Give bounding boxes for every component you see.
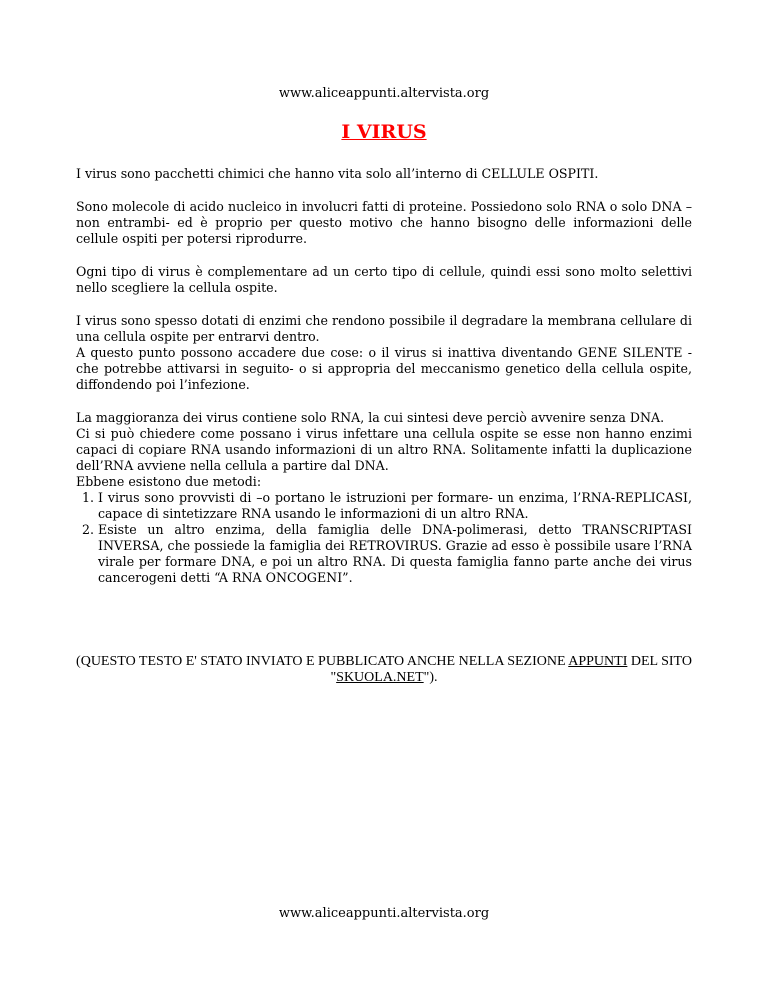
appunti-link[interactable]: APPUNTI: [568, 654, 628, 669]
methods-list: [76, 490, 692, 586]
paragraph-outcomes: A questo punto possono accadere due cose: o il virus si inattiva diventando GENE SILENTE -che potrebbe attivarsi in seguito- o si appropria del meccanismo genetico della cellula ospite, diffondendo poi l’infezione.: [76, 345, 692, 392]
paragraph-methods-intro: Ebbene esistono due metodi:: [76, 474, 262, 489]
paragraph-enzymes: I virus sono spesso dotati di enzimi che rendono possibile il degradare la membrana cellulare di una cellula ospite per entrarvi dentro.: [76, 313, 692, 344]
page-title: I VIRUS: [341, 121, 427, 143]
publication-notice: [76, 654, 692, 686]
header-url: www.aliceappunti.altervista.org: [278, 86, 490, 101]
list-item: 2. Esiste un altro enzima, della famiglia delle DNA-polimerasi, detto TRANSCRIPTASI INVERSA, che possiede la famiglia dei RETROVIRUS. Grazie ad esso è possibile usare l’RNA virale per formare DNA, e poi un altro RNA. Di questa famiglia fanno parte anche dei virus cancerogeni detti “A RNA ONCOGENI”.: [98, 522, 692, 586]
paragraph-selectivity: Ogni tipo di virus è complementare ad un certo tipo di cellule, quindi essi sono molto selettivi nello scegliere la cellula ospite.: [76, 264, 692, 295]
document-body: [76, 166, 692, 586]
paragraph-structure: Sono molecole di acido nucleico in involucri fatti di proteine. Possiedono solo RNA o solo DNA –non entrambi- ed è proprio per questo motivo che hanno bisogno delle informazioni delle cellule ospiti per potersi riprodurre.: [76, 199, 692, 246]
paragraph-intro: I virus sono pacchetti chimici che hanno vita solo all’interno di CELLULE OSPITI.: [76, 166, 599, 181]
notice-text: DEL SITO ": [330, 654, 692, 685]
notice-text: ").: [423, 670, 438, 685]
paragraph-rna: La maggioranza dei virus contiene solo RNA, la cui sintesi deve perciò avvenire senza DNA.: [76, 410, 665, 425]
paragraph-question: Ci si può chiedere come possano i virus infettare una cellula ospite se esse non hanno enzimi capaci di copiare RNA usando informazioni di un altro RNA. Solitamente infatti la duplicazione dell’RNA avviene nella cellula a partire dal DNA.: [76, 426, 692, 473]
skuola-link[interactable]: SKUOLA.NET: [336, 670, 424, 685]
list-item: 1. I virus sono provvisti di –o portano le istruzioni per formare- un enzima, l’RNA-REPLICASI, capace di sintetizzare RNA usando le informazioni di un altro RNA.: [98, 490, 692, 522]
footer-url: www.aliceappunti.altervista.org: [278, 906, 490, 921]
notice-text: (QUESTO TESTO E' STATO INVIATO E PUBBLICATO ANCHE NELLA SEZIONE: [76, 654, 569, 669]
